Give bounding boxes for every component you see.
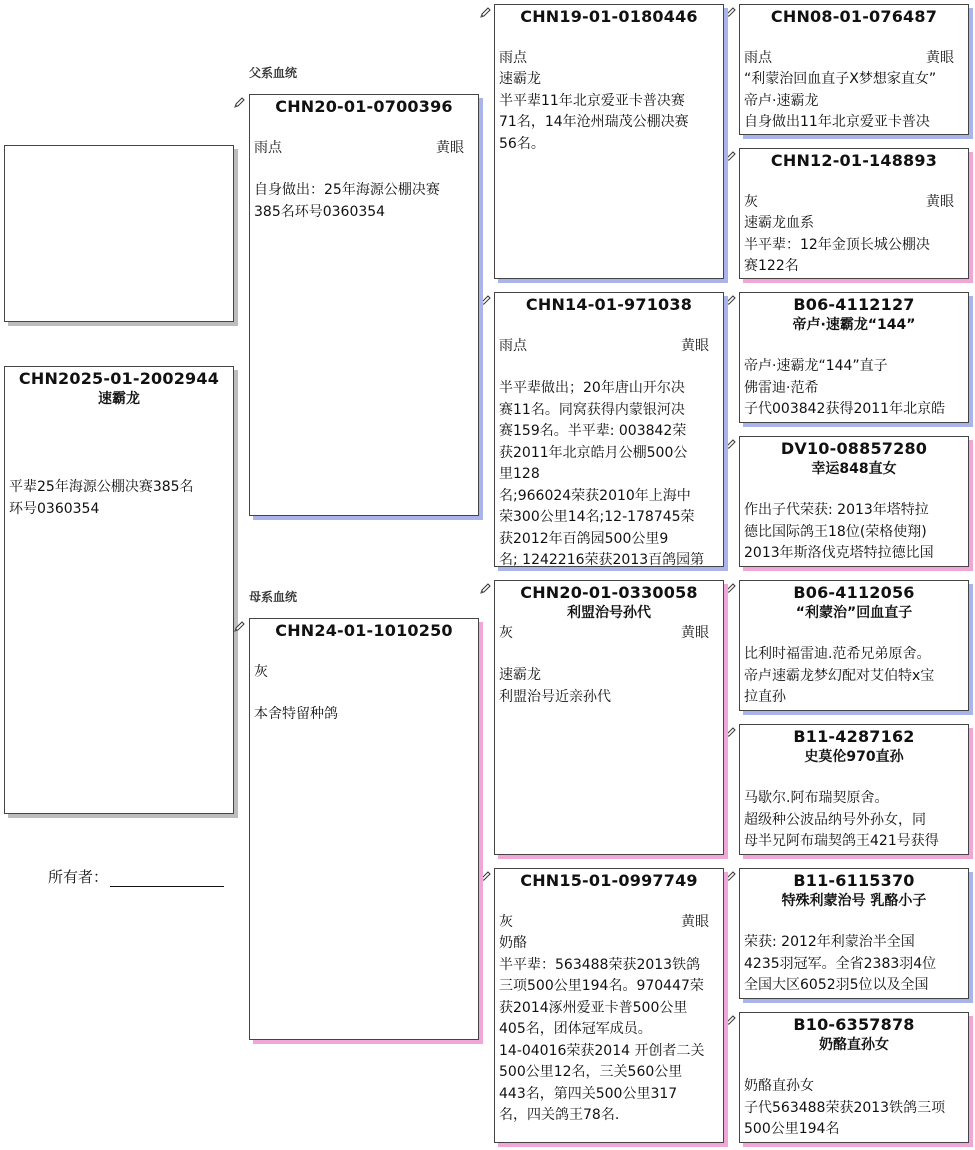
subject-note-1: 平辈25年海源公棚决赛385名 (9, 479, 194, 495)
edit-icon[interactable] (724, 150, 737, 163)
sire-attributes (250, 138, 478, 159)
ssd-ring-number: CHN12-01-148893 (770, 151, 938, 170)
edit-icon[interactable] (233, 96, 246, 109)
dsd-name: 史莫伦970直孙 (804, 749, 904, 765)
ssd-attributes (740, 192, 968, 213)
dam-dam-note-6: 14-04016荣获2014 开创者二关 (499, 1042, 705, 1059)
sire-section-label: 父系血统 (249, 66, 298, 80)
dam-dam-ring-number: CHN15-01-0997749 (520, 871, 698, 890)
dam-ring-number: CHN24-01-1010250 (275, 621, 453, 640)
sire-sire-note-4: 56名。 (499, 135, 545, 152)
ssd-card[interactable] (739, 148, 969, 279)
ddd-card[interactable] (739, 1012, 969, 1143)
dam-dam-note-2: 半平辈：563488荣获2013铁鸽 (499, 956, 701, 973)
dam-sire-card[interactable] (494, 580, 724, 855)
dsd-ring-number: B11-4287162 (793, 727, 915, 746)
sds-card[interactable] (739, 292, 969, 423)
sdd-note-1: 作出子代荣获: 2013年塔特拉 (744, 502, 929, 518)
ssd-note-1: 速霸龙血系 (744, 215, 814, 231)
dam-sire-ring-number: CHN20-01-0330058 (520, 583, 698, 602)
dam-sire-color: 灰 (499, 625, 513, 641)
sire-dam-note-6: 名;966024荣获2010年上海中 (499, 487, 691, 504)
dss-note-2: 帝卢速霸龙梦幻配对艾伯特x宝 (744, 667, 935, 684)
dds-note-2: 4235羽冠军。全省2383羽4位 (744, 955, 937, 972)
owner-line (110, 870, 224, 887)
dds-name: 特殊利蒙治号 乳酪小子 (781, 893, 927, 909)
sire-dam-ring-number: CHN14-01-971038 (525, 295, 693, 314)
edit-icon[interactable] (724, 6, 737, 19)
sire-eye: 黄眼 (436, 140, 464, 156)
ssd-note-3: 赛122名 (744, 258, 799, 274)
ssd-note-2: 半平辈：12年金顶长城公棚决 (744, 236, 930, 253)
ddd-note-2: 子代563488荣获2013铁鸽三项 (744, 1099, 946, 1116)
subject-name: 速霸龙 (98, 391, 140, 407)
dam-note-1: 本舍特留种鸽 (254, 706, 338, 722)
dam-dam-note-5: 405名，团体冠军成员。 (499, 1021, 652, 1037)
dss-ring-number: B06-4112056 (793, 583, 915, 602)
sdd-note-2: 德比国际鸽王18位(荣格使翔) (744, 523, 927, 540)
sire-dam-note-1: 半平辈做出；20年唐山开尔决 (499, 380, 685, 396)
sire-sire-note-2: 半平辈11年北京爱亚卡普决赛 (499, 92, 685, 109)
edit-icon[interactable] (479, 582, 492, 595)
sds-note-3: 子代003842获得2011年北京皓 (744, 401, 946, 417)
sire-dam-note-5: 里128 (499, 466, 540, 482)
dss-card[interactable] (739, 580, 969, 711)
dam-sire-note-1: 速霸龙 (499, 667, 541, 683)
sire-ring-number: CHN20-01-0700396 (275, 97, 453, 116)
subject-ring-number: CHN2025-01-2002944 (18, 369, 220, 388)
owner-label: 所有者： (48, 868, 109, 886)
sire-dam-color: 雨点 (499, 338, 527, 354)
sire-dam-note-2: 赛11名。同窝获得内蒙银河决 (499, 401, 685, 418)
sire-color: 雨点 (254, 140, 282, 156)
ssd-color: 灰 (744, 194, 758, 210)
dam-attributes (250, 662, 478, 683)
sss-note-2: 帝卢·速霸龙 (744, 92, 819, 109)
dam-dam-note-3: 三项500公里194名。970447荣 (499, 978, 704, 994)
sire-dam-attributes (495, 336, 723, 357)
dss-note-1: 比利时福雷迪.范希兄弟原舍。 (744, 646, 931, 662)
sire-sire-ring-number: CHN19-01-0180446 (520, 7, 698, 26)
sire-dam-note-4: 获2011年北京皓月公棚500公 (499, 444, 688, 461)
ddd-ring-number: B10-6357878 (793, 1015, 915, 1034)
sds-note-2: 佛雷迪·范希 (744, 379, 819, 396)
edit-icon[interactable] (724, 438, 737, 451)
sire-dam-note-3: 赛159名。半平辈: 003842荣 (499, 423, 687, 439)
ssd-eye: 黄眼 (926, 194, 954, 210)
photo-frame (4, 145, 234, 322)
edit-icon[interactable] (724, 1014, 737, 1027)
dds-card[interactable] (739, 868, 969, 999)
dsd-card[interactable] (739, 724, 969, 855)
sire-dam-note-8: 获2012年百鸽园500公里9 (499, 530, 669, 547)
dam-dam-note-4: 获2014涿州爱亚卡普500公里 (499, 999, 688, 1016)
edit-icon[interactable] (479, 6, 492, 19)
dam-section-label: 母系血统 (249, 590, 298, 604)
sss-card[interactable] (739, 4, 969, 135)
ddd-note-3: 500公里194名 (744, 1121, 840, 1137)
sire-sire-note-3: 71名，14年沧州瑞茂公棚决赛 (499, 114, 689, 130)
dam-dam-note-9: 名，四关鸽王78名. (499, 1107, 620, 1123)
sss-note-3: 自身做出11年北京爱亚卡普决 (744, 114, 930, 130)
sss-attributes (740, 48, 968, 69)
sds-name: 帝卢·速霸龙“144” (792, 317, 916, 333)
edit-icon[interactable] (724, 294, 737, 307)
dam-sire-eye: 黄眼 (681, 625, 709, 641)
sire-sire-note-1: 速霸龙 (499, 71, 541, 87)
sire-card[interactable] (249, 94, 479, 516)
dam-card[interactable] (249, 618, 479, 1040)
dam-dam-attributes (495, 912, 723, 933)
subject-card[interactable] (4, 366, 234, 814)
subject-note-2: 环号0360354 (9, 500, 100, 517)
edit-icon[interactable] (724, 726, 737, 739)
edit-icon[interactable] (724, 870, 737, 883)
sire-dam-note-9: 名; 1242216荣获2013百鸽园第 (499, 552, 705, 567)
sire-dam-note-7: 荣300公里14名;12-178745荣 (499, 509, 695, 525)
dam-sire-name: 利盟治号孙代 (567, 605, 651, 621)
sss-eye: 黄眼 (926, 50, 954, 66)
edit-icon[interactable] (724, 582, 737, 595)
sdd-note-3: 2013年斯洛伐克塔特拉德比国 (744, 545, 934, 561)
owner-field[interactable] (48, 866, 224, 887)
sds-ring-number: B06-4112127 (793, 295, 915, 314)
dam-dam-note-8: 443名，第四关500公里317 (499, 1085, 678, 1102)
dds-note-1: 荣获: 2012年利蒙治半全国 (744, 934, 915, 950)
dsd-note-2: 超级种公波品纳号外孙女，同 (744, 811, 926, 828)
dam-color: 灰 (254, 664, 268, 680)
sss-ring-number: CHN08-01-076487 (770, 7, 938, 26)
sdd-card[interactable] (739, 436, 969, 567)
dam-dam-eye: 黄眼 (681, 914, 709, 930)
edit-icon[interactable] (233, 620, 246, 633)
sdd-ring-number: DV10-08857280 (780, 439, 928, 458)
dds-ring-number: B11-6115370 (793, 871, 915, 890)
ddd-note-1: 奶酪直孙女 (744, 1078, 814, 1094)
dam-sire-note-2: 利盟治号近亲孙代 (499, 688, 611, 705)
sire-note-2: 385名环号0360354 (254, 203, 386, 220)
sire-dam-card[interactable] (494, 292, 724, 567)
dam-dam-card[interactable] (494, 868, 724, 1143)
dss-note-3: 拉直孙 (744, 689, 786, 705)
sdd-name: 幸运848直女 (811, 461, 897, 477)
dam-dam-note-1: 奶酪 (499, 935, 527, 951)
ddd-name: 奶酪直孙女 (819, 1037, 889, 1053)
dds-note-3: 全国大区6052羽5位以及全国 (744, 977, 929, 993)
sire-note-1: 自身做出：25年海源公棚决赛 (254, 182, 440, 198)
edit-icon[interactable] (479, 294, 492, 307)
edit-icon[interactable] (479, 870, 492, 883)
sire-dam-eye: 黄眼 (681, 338, 709, 354)
dsd-note-3: 母半兄阿布瑞契鸽王421号获得 (744, 833, 939, 849)
dam-dam-note-7: 500公里12名，三关560公里 (499, 1064, 683, 1080)
sire-sire-card[interactable] (494, 4, 724, 279)
sss-note-1: “利蒙治回血直子X梦想家直女” (744, 71, 937, 87)
sire-sire-color: 雨点 (499, 50, 527, 66)
dam-dam-color: 灰 (499, 914, 513, 930)
sds-note-1: 帝卢·速霸龙“144”直子 (744, 358, 888, 374)
sire-sire-attributes (495, 48, 723, 69)
dam-sire-attributes (495, 623, 723, 644)
dss-name: “利蒙治”回血直子 (795, 605, 913, 621)
dsd-note-1: 马歇尔.阿布瑞契原舍。 (744, 790, 889, 806)
sss-color: 雨点 (744, 50, 772, 66)
